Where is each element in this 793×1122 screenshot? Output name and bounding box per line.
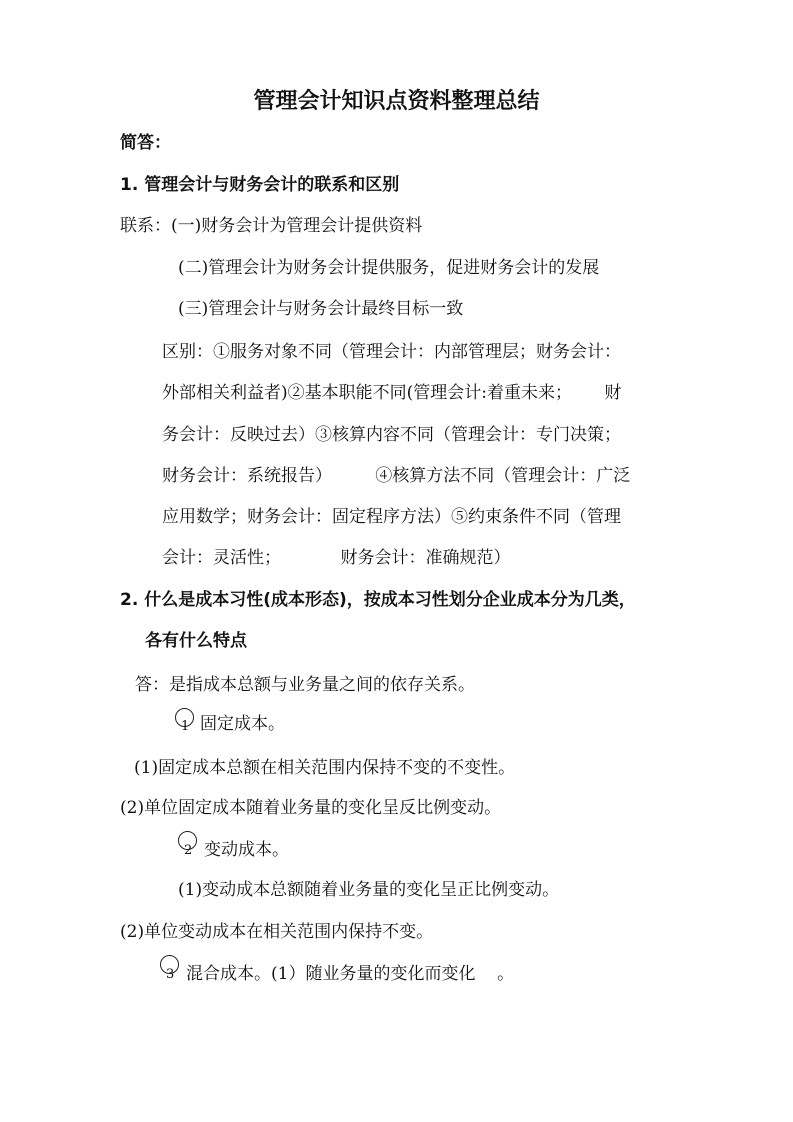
- text-line: 联系：(一)财务会计为管理会计提供资料: [120, 216, 423, 236]
- text-line: (2)单位固定成本随着业务量的变化呈反比例变动。: [120, 798, 502, 818]
- text-line: (1)变动成本总额随着业务量的变化呈正比例变动。: [178, 880, 560, 900]
- question-2-heading: 2. 什么是成本习性(成本形态)，按成本习性划分企业成本分为几类，: [120, 590, 636, 610]
- text-line: (2)单位变动成本在相关范围内保持不变。: [120, 922, 434, 942]
- question-1-heading: 1. 管理会计与财务会计的联系和区别: [120, 175, 400, 195]
- text-line: (1)固定成本总额在相关范围内保持不变的不变性。: [134, 758, 516, 778]
- variable-cost-heading: 变动成本。: [204, 840, 289, 860]
- text-line: 财务会计：系统报告） ④核算方法不同（管理会计：广泛: [162, 466, 631, 486]
- text-line: (二)管理会计为财务会计提供服务，促进财务会计的发展: [178, 258, 600, 278]
- document-title: 管理会计知识点资料整理总结: [253, 89, 540, 114]
- circle-number: 1: [181, 719, 190, 734]
- fixed-cost-heading: 固定成本。: [200, 714, 285, 734]
- text-line: 外部相关利益者)②基本职能不同(管理会计:着重未来； 财: [162, 383, 622, 403]
- circle-number: 3: [166, 967, 175, 982]
- text-line: 会计：灵活性； 财务会计：准确规范）: [162, 548, 511, 568]
- mixed-cost-line: 混合成本。(1）随业务量的变化而变化 。: [186, 964, 515, 984]
- question-2-heading-cont: 各有什么特点: [145, 631, 247, 651]
- text-line: 务会计：反映过去）③核算内容不同（管理会计：专门决策；: [162, 425, 621, 445]
- section-heading: 简答：: [120, 133, 171, 153]
- answer-line: 答：是指成本总额与业务量之间的依存关系。: [135, 675, 475, 695]
- text-line: 区别：①服务对象不同（管理会计：内部管理层；财务会计：: [162, 342, 621, 362]
- circle-number: 2: [184, 843, 193, 858]
- text-line: (三)管理会计与财务会计最终目标一致: [178, 299, 464, 319]
- text-line: 应用数学；财务会计：固定程序方法）⑤约束条件不同（管理: [162, 507, 621, 527]
